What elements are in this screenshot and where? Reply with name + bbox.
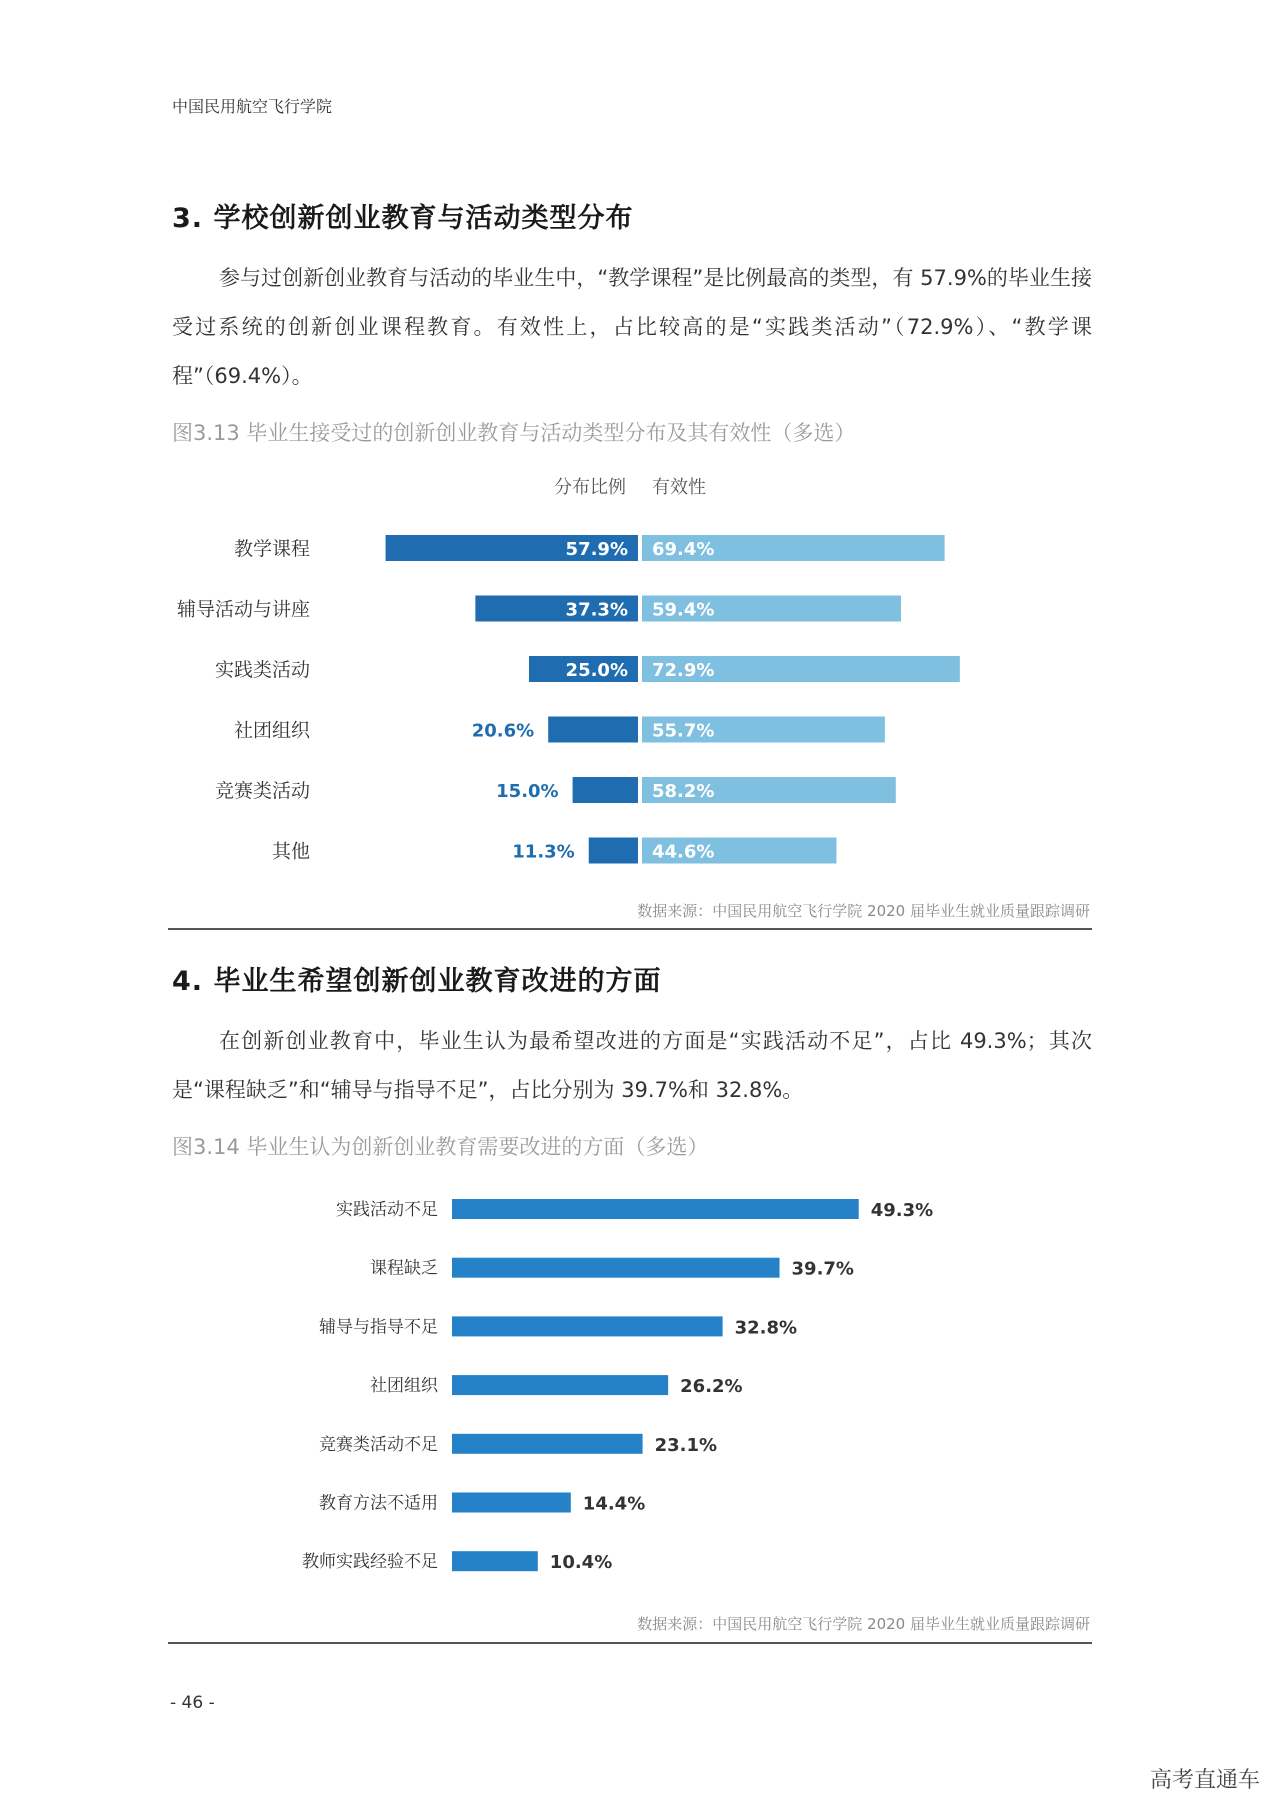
category-label: 社团组织 — [370, 1376, 438, 1397]
legend-effectiveness: 有效性 — [652, 477, 706, 498]
figure-3-14-caption: 图3.14 毕业生认为创新创业教育需要改进的方面（多选） — [172, 1135, 709, 1159]
bar — [452, 1258, 780, 1278]
bar — [452, 1434, 643, 1454]
chart-3-14 — [0, 1180, 1280, 1590]
bar-distribution — [573, 777, 638, 803]
data-label: 32.8% — [734, 1317, 798, 1339]
category-label: 课程缺乏 — [370, 1258, 438, 1279]
section-4-paragraph — [172, 1017, 1092, 1115]
data-label: 23.1% — [654, 1434, 718, 1456]
section-4-paragraph-text: 在创新创业教育中，毕业生认为最希望改进的方面是“实践活动不足”，占比 49.3%；其次是“课程缺乏”和“辅导与指导不足”，占比分别为 39.7%和 32.8%。 — [172, 1029, 1092, 1102]
category-label: 竞赛类活动 — [214, 780, 310, 802]
category-label: 教育方法不适用 — [319, 1493, 438, 1514]
section-3-paragraph-text: 参与过创新创业教育与活动的毕业生中，“教学课程”是比例最高的类型，有 57.9%的毕业生接受过系统的创新创业课程教育。有效性上，占比较高的是“实践类活动”（72.9%）、“教学课程”（69.4%）。 — [172, 266, 1092, 388]
figure-3-13-source: 数据来源：中国民用航空飞行学院 2020 届毕业生就业质量跟踪调研 — [637, 902, 1090, 920]
data-label-distribution: 25.0% — [565, 660, 628, 681]
section-3-paragraph — [172, 254, 1092, 401]
data-label-distribution: 11.3% — [512, 841, 575, 863]
bar — [452, 1493, 571, 1513]
bar — [452, 1316, 723, 1336]
category-label: 辅导与指导不足 — [319, 1317, 438, 1338]
figure-3-13-caption: 图3.13 毕业生接受过的创新创业教育与活动类型分布及其有效性（多选） — [172, 421, 856, 445]
bar-distribution — [589, 838, 638, 864]
bar — [452, 1551, 538, 1571]
bar — [452, 1199, 859, 1219]
data-label-distribution: 15.0% — [496, 781, 559, 802]
bar-distribution — [548, 717, 638, 743]
legend-distribution: 分布比例 — [554, 477, 626, 498]
category-label: 实践活动不足 — [336, 1200, 438, 1220]
data-label: 39.7% — [791, 1258, 854, 1280]
section-4-title: 4. 毕业生希望创新创业教育改进的方面 — [172, 966, 662, 997]
data-label-effectiveness: 55.7% — [652, 720, 715, 742]
page-number: - 46 - — [170, 1693, 215, 1713]
data-label-effectiveness: 69.4% — [652, 539, 715, 560]
category-label: 辅导活动与讲座 — [176, 598, 310, 621]
data-label: 49.3% — [870, 1200, 934, 1221]
data-label-effectiveness: 44.6% — [652, 841, 715, 863]
bar — [452, 1375, 668, 1395]
section-3-title: 3. 学校创新创业教育与活动类型分布 — [172, 203, 634, 234]
data-label-distribution: 20.6% — [471, 720, 535, 742]
data-label-effectiveness: 58.2% — [652, 781, 715, 802]
data-label-distribution: 37.3% — [565, 599, 628, 621]
data-label-effectiveness: 59.4% — [652, 599, 715, 621]
chart-3-13 — [0, 465, 1280, 865]
data-label: 10.4% — [549, 1552, 613, 1574]
data-label-distribution: 57.9% — [565, 539, 628, 560]
data-label: 26.2% — [680, 1376, 743, 1398]
data-label: 14.4% — [582, 1493, 646, 1515]
watermark: 高考直通车 — [1149, 1768, 1260, 1793]
category-label: 教学课程 — [233, 538, 310, 560]
category-label: 其他 — [271, 840, 310, 863]
category-label: 教师实践经验不足 — [302, 1552, 438, 1573]
category-label: 竞赛类活动不足 — [319, 1434, 438, 1455]
divider — [168, 928, 1092, 930]
divider — [168, 1642, 1092, 1644]
category-label: 实践类活动 — [214, 659, 310, 681]
data-label-effectiveness: 72.9% — [652, 660, 715, 681]
header-title: 中国民用航空飞行学院 — [172, 97, 333, 116]
category-label: 社团组织 — [233, 719, 310, 742]
figure-3-14-source: 数据来源：中国民用航空飞行学院 2020 届毕业生就业质量跟踪调研 — [637, 1615, 1090, 1633]
